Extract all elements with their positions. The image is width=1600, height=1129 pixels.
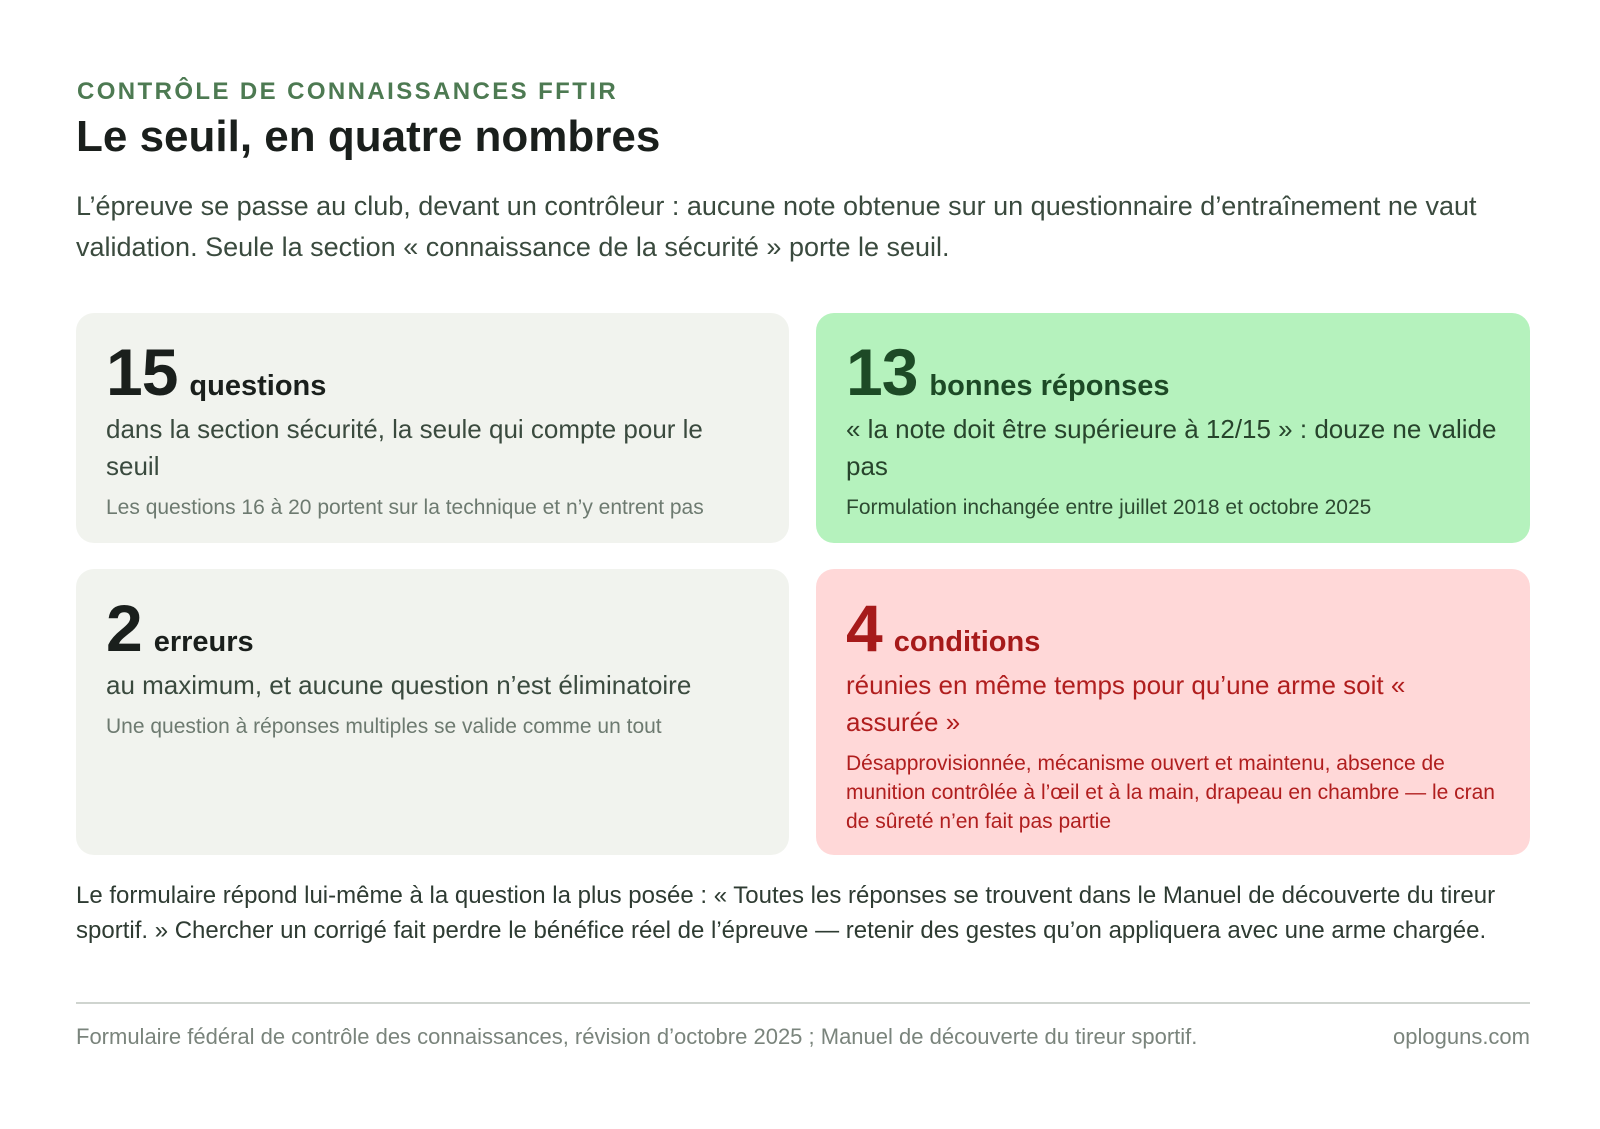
stat-number: 15 (106, 335, 178, 409)
kicker: CONTRÔLE DE CONNAISSANCES FFTIR (77, 78, 619, 105)
stat-card-head (106, 335, 759, 409)
footer-site: oploguns.com (1393, 1024, 1530, 1049)
stat-note: Une question à réponses multiples se valide comme un tout (106, 715, 662, 738)
stat-unit: erreurs (153, 626, 254, 658)
stat-card-questions (76, 313, 789, 543)
stat-card-conditions (816, 569, 1530, 855)
stat-description: réunies en même temps pour qu’une arme soit « assurée » (846, 670, 1406, 737)
stat-note: Désapprovisionnée, mécanisme ouvert et maintenu, absence de munition contrôlée à l’œil et à la main, drapeau en chambre — le cran de sûreté n’en fait pas partie (846, 752, 1495, 833)
stat-unit: conditions (893, 626, 1041, 658)
stat-card-errors (76, 569, 789, 855)
lede-paragraph: L’épreuve se passe au club, devant un contrôleur : aucune note obtenue sur un questionnaire d’entraînement ne vaut validation. Seule la section « connaissance de la sécurité » porte le seuil. (76, 191, 1477, 262)
stat-number: 13 (846, 335, 918, 409)
stat-card-correct-answers (816, 313, 1530, 543)
stat-card-head (846, 591, 1500, 665)
stat-number: 4 (846, 591, 882, 665)
footer-divider (76, 1002, 1530, 1004)
stat-card-head (846, 335, 1500, 409)
stat-card-head (106, 591, 759, 665)
stat-note: Formulation inchangée entre juillet 2018 et octobre 2025 (846, 496, 1372, 519)
stat-unit: questions (189, 370, 327, 402)
stat-description: au maximum, et aucune question n’est éliminatoire (106, 670, 692, 700)
stat-description: « la note doit être supérieure à 12/15 » : douze ne valide pas (846, 414, 1497, 481)
stat-unit: bonnes réponses (929, 370, 1170, 402)
footer-source: Formulaire fédéral de contrôle des connaissances, révision d’octobre 2025 ; Manuel de découverte du tireur sportif. (76, 1024, 1198, 1049)
stat-number: 2 (106, 591, 142, 665)
stat-description: dans la section sécurité, la seule qui compte pour le seuil (106, 414, 703, 481)
page-title: Le seuil, en quatre nombres (76, 112, 661, 161)
closing-paragraph: Le formulaire répond lui-même à la question la plus posée : « Toutes les réponses se trouvent dans le Manuel de découverte du tireur sportif. » Chercher un corrigé fait perdre le bénéfice réel de l’épreuve — retenir des gestes qu’on appliquera avec une arme chargée. (76, 882, 1496, 944)
stat-note: Les questions 16 à 20 portent sur la technique et n’y entrent pas (106, 496, 704, 519)
